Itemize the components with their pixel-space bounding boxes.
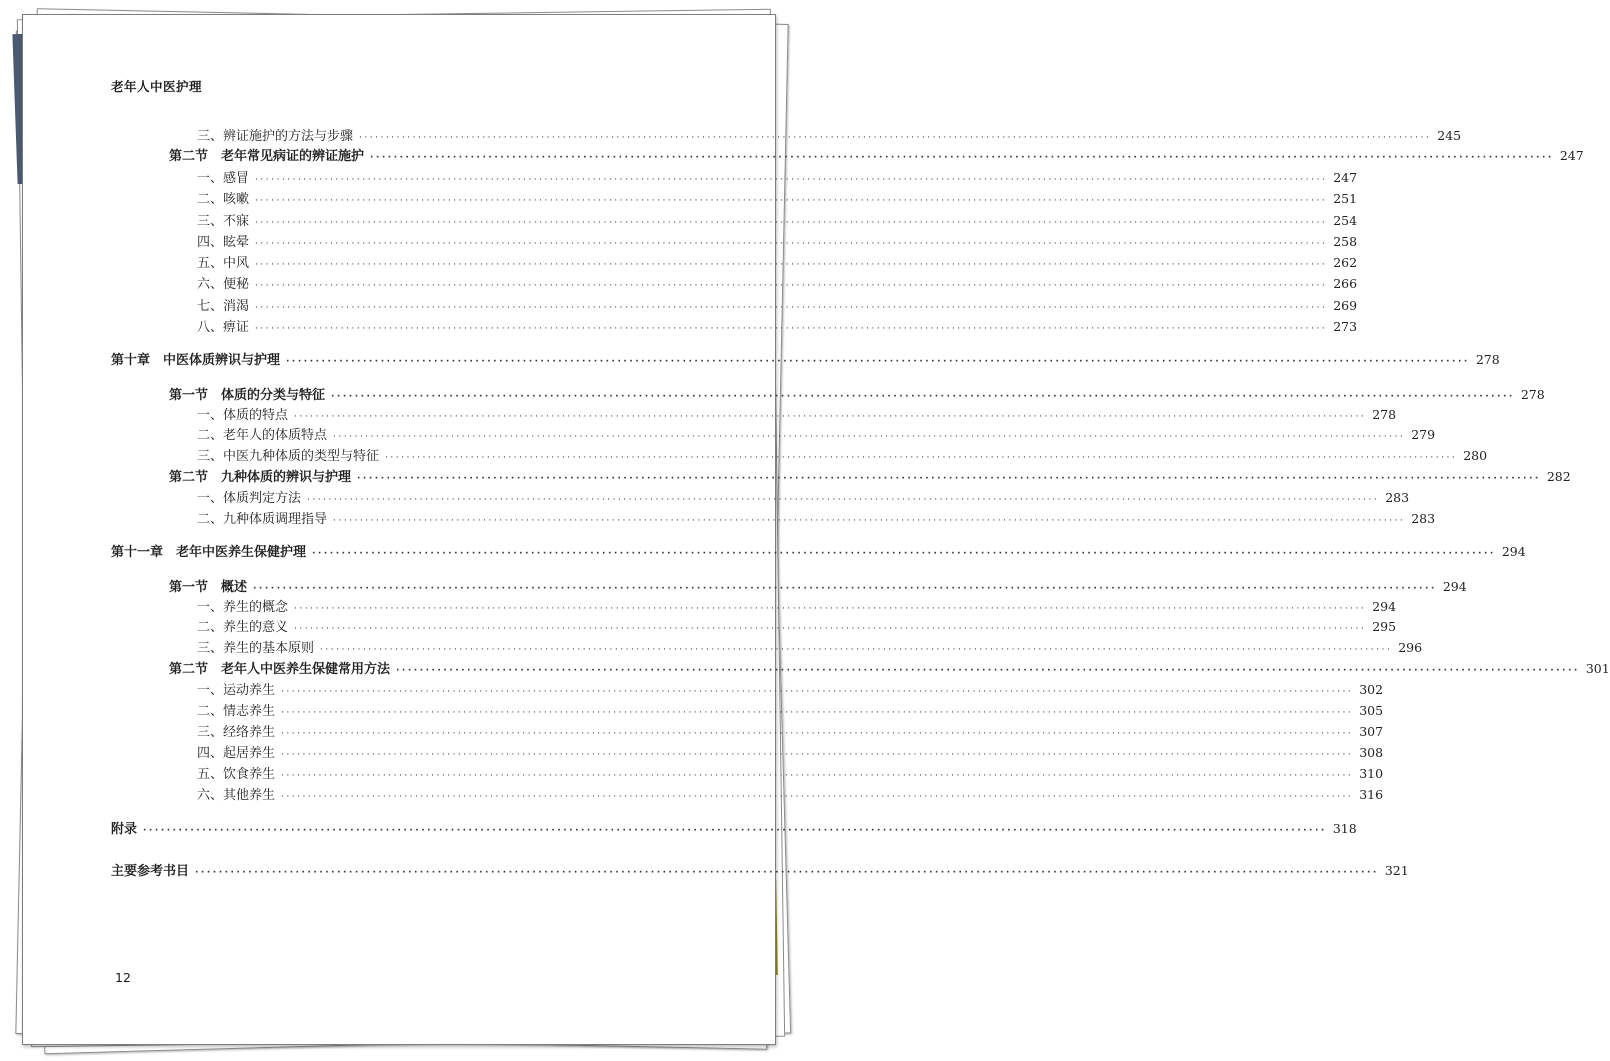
toc-entry-title: 二、情志养生 [197, 704, 276, 719]
dot-leader: ········································································································································································································ [281, 687, 1354, 697]
dot-leader: ········································································································································································································ [294, 604, 1367, 614]
toc-entry-title: 三、中医九种体质的类型与特征 [197, 449, 380, 464]
toc-entry-title: 附录 [111, 822, 138, 837]
toc-entry-item [197, 188, 1358, 207]
toc-entry-page-number: 278 [1372, 407, 1397, 422]
dot-leader: ········································································································································································································ [396, 666, 1580, 676]
toc-entry-page-number: 318 [1332, 821, 1357, 836]
toc-entry-title: 第十章 中医体质辨识与护理 [111, 353, 281, 368]
toc-entry-item [197, 637, 1423, 656]
toc-entry-item [197, 742, 1384, 761]
toc-entry-page-number: 296 [1398, 640, 1423, 655]
toc-entry-title: 七、消渴 [197, 299, 250, 314]
toc-entry-page-number: 258 [1333, 234, 1358, 249]
dot-leader: ········································································································································································································ [143, 826, 1327, 836]
toc-entry-item [197, 700, 1384, 719]
dot-leader: ········································································································································································································ [255, 303, 1328, 313]
toc-entry-item [197, 784, 1384, 803]
dot-leader: ········································································································································································································ [370, 153, 1554, 163]
toc-entry-title: 第二节 老年常见病证的辨证施护 [169, 149, 365, 164]
dot-leader: ········································································································································································································ [195, 868, 1379, 878]
toc-entry-page-number: 262 [1333, 255, 1358, 270]
toc-entry-page-number: 254 [1333, 213, 1358, 228]
dot-leader: ········································································································································································································ [255, 196, 1328, 206]
toc-entry-section [169, 466, 1571, 485]
dot-leader: ········································································································································································································ [294, 624, 1367, 634]
running-head: 老年人中医护理 [111, 79, 203, 94]
dot-leader: ········································································································································································································ [255, 218, 1328, 228]
dot-leader: ········································································································································································································ [281, 750, 1354, 760]
toc-entry-title: 第二节 九种体质的辨识与护理 [169, 470, 352, 485]
toc-entry-title: 第一节 体质的分类与特征 [169, 388, 326, 403]
toc-entry-page-number: 308 [1359, 745, 1384, 760]
toc-entry-page-number: 294 [1442, 579, 1467, 594]
toc-entry-item [197, 424, 1436, 443]
dot-leader: ········································································································································································································ [255, 324, 1328, 334]
toc-entry-title: 第一节 概述 [169, 580, 248, 595]
toc-entry-page-number: 282 [1546, 469, 1571, 484]
toc-entry-title: 一、体质的特点 [197, 408, 289, 423]
dot-leader: ········································································································································································································ [281, 771, 1354, 781]
toc-entry-item [197, 252, 1358, 271]
dot-leader: ········································································································································································································ [255, 260, 1328, 270]
toc-entry-title: 二、九种体质调理指导 [197, 512, 328, 527]
toc-entry-page-number: 294 [1501, 544, 1526, 559]
toc-entry-page-number: 301 [1585, 661, 1610, 676]
toc-entry-page-number: 247 [1333, 170, 1358, 185]
toc-entry-page-number: 280 [1463, 448, 1488, 463]
toc-entry-item [197, 167, 1358, 186]
dot-leader: ········································································································································································································ [333, 432, 1406, 442]
toc-entry-title: 八、痹证 [197, 320, 250, 335]
toc-entry-page-number: 247 [1559, 148, 1584, 163]
toc-entry-item [197, 125, 1462, 144]
dot-leader: ········································································································································································································ [333, 516, 1406, 526]
toc-entry-chapter [111, 349, 1500, 368]
toc-entry-item [197, 295, 1358, 314]
toc-entry-page-number: 302 [1359, 682, 1384, 697]
dot-leader: ········································································································································································································ [286, 357, 1470, 367]
toc-entry-item [197, 231, 1358, 250]
toc-entry-item [197, 679, 1384, 698]
toc-entry-item [197, 445, 1488, 464]
toc-entry-title: 三、养生的基本原则 [197, 641, 315, 656]
toc-entry-title: 三、经络养生 [197, 725, 276, 740]
dot-leader: ········································································································································································································ [385, 453, 1458, 463]
toc-entry-item [197, 487, 1410, 506]
dot-leader: ········································································································································································································ [281, 792, 1354, 802]
toc-entry-title: 五、中风 [197, 256, 250, 271]
toc-entry-item [197, 273, 1358, 292]
toc-entry-item [197, 596, 1397, 615]
toc-entry-page-number: 279 [1411, 427, 1436, 442]
toc-entry-page-number: 278 [1475, 352, 1500, 367]
toc-entry-item [197, 316, 1358, 335]
toc-entry-title: 二、养生的意义 [197, 620, 289, 635]
dot-leader: ········································································································································································································ [281, 708, 1354, 718]
dot-leader: ········································································································································································································ [294, 412, 1367, 422]
toc-entry-chapter [111, 860, 1409, 879]
toc-entry-section [169, 576, 1467, 595]
toc-entry-page-number: 294 [1372, 599, 1397, 614]
dot-leader: ········································································································································································································ [255, 239, 1328, 249]
toc-entry-page-number: 269 [1333, 298, 1358, 313]
dot-leader: ········································································································································································································ [320, 645, 1393, 655]
toc-entry-title: 二、老年人的体质特点 [197, 428, 328, 443]
toc-entry-page-number: 283 [1385, 490, 1410, 505]
toc-entry-section [169, 145, 1584, 164]
toc-entry-title: 三、不寐 [197, 214, 250, 229]
toc-entry-item [197, 721, 1384, 740]
toc-entry-page-number: 310 [1359, 766, 1384, 781]
toc-entry-page-number: 245 [1437, 128, 1462, 143]
page-number: 12 [115, 970, 131, 985]
dot-leader: ········································································································································································································ [312, 549, 1496, 559]
toc-entry-title: 一、运动养生 [197, 683, 276, 698]
toc-entry-title: 四、眩晕 [197, 235, 250, 250]
toc-entry-page-number: 266 [1333, 276, 1358, 291]
dot-leader: ········································································································································································································ [307, 495, 1380, 505]
toc-entry-title: 一、感冒 [197, 171, 250, 186]
toc-entry-item [197, 508, 1436, 527]
toc-page [22, 14, 1610, 1045]
toc-entry-page-number: 307 [1359, 724, 1384, 739]
dot-leader: ········································································································································································································ [357, 474, 1541, 484]
toc-entry-title: 第二节 老年人中医养生保健常用方法 [169, 662, 391, 677]
toc-entry-page-number: 278 [1520, 387, 1545, 402]
toc-entry-page-number: 321 [1384, 863, 1409, 878]
toc-entry-page-number: 316 [1359, 787, 1384, 802]
toc-entry-section [169, 384, 1545, 403]
toc-entry-title: 六、其他养生 [197, 788, 276, 803]
toc-entry-page-number: 283 [1411, 511, 1436, 526]
dot-leader: ········································································································································································································ [255, 281, 1328, 291]
dot-leader: ········································································································································································································ [331, 392, 1515, 402]
toc-entry-title: 主要参考书目 [111, 864, 190, 879]
toc-entry-title: 四、起居养生 [197, 746, 276, 761]
toc-entry-chapter [111, 818, 1357, 837]
toc-entry-title: 一、养生的概念 [197, 600, 289, 615]
toc-entry-page-number: 295 [1372, 619, 1397, 634]
toc-entry-title: 五、饮食养生 [197, 767, 276, 782]
dot-leader: ········································································································································································································ [253, 584, 1437, 594]
toc-entry-page-number: 251 [1333, 191, 1358, 206]
dot-leader: ········································································································································································································ [255, 175, 1328, 185]
toc-entry-title: 六、便秘 [197, 277, 250, 292]
toc-entry-item [197, 210, 1358, 229]
toc-entry-chapter [111, 541, 1526, 560]
dot-leader: ········································································································································································································ [281, 729, 1354, 739]
toc-entry-page-number: 273 [1333, 319, 1358, 334]
toc-entry-title: 二、咳嗽 [197, 192, 250, 207]
toc-entry-title: 三、辨证施护的方法与步骤 [197, 129, 354, 144]
toc-entry-section [169, 658, 1610, 677]
dot-leader: ········································································································································································································ [359, 133, 1432, 143]
toc-entry-title: 一、体质判定方法 [197, 491, 302, 506]
toc-entry-item [197, 404, 1397, 423]
toc-entry-item [197, 616, 1397, 635]
toc-entry-title: 第十一章 老年中医养生保健护理 [111, 545, 307, 560]
toc-entry-page-number: 305 [1359, 703, 1384, 718]
toc-entry-item [197, 763, 1384, 782]
